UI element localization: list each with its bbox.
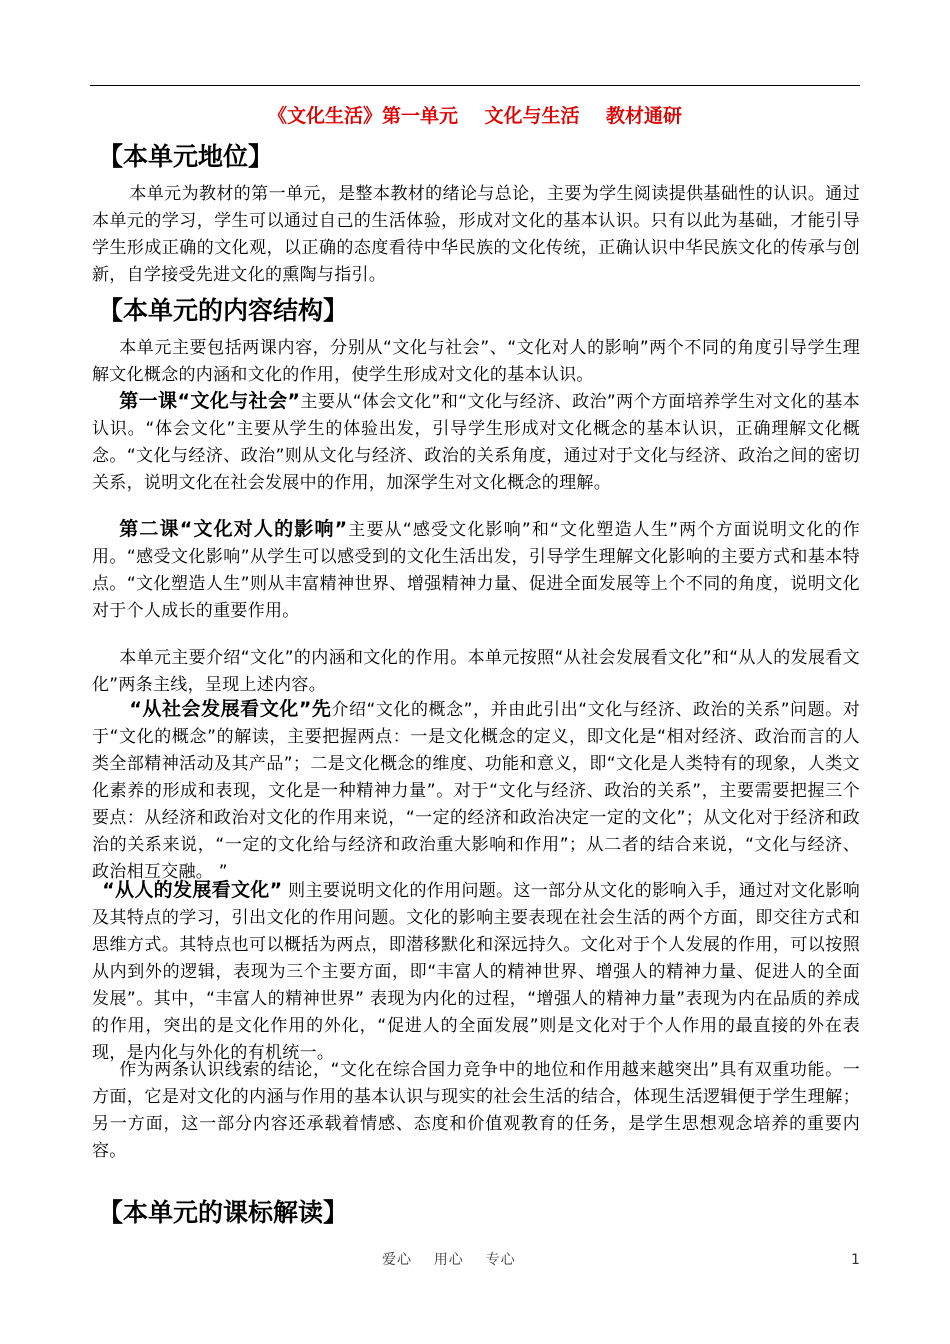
paragraph-lesson-one <box>92 388 860 497</box>
lesson-two-lead: 第二课“文化对人的影响” <box>119 518 348 540</box>
paragraph-society-view <box>92 696 860 886</box>
lesson-one-text: 主要从“体会文化”和“文化与经济、政治”两个方面培养学生对文化的基本认识。“体会文化”主要从学生的体验出发，引导学生形成对文化概念的基本认识，正确理解文化概念。“文化与经济、政治”则从文化与经济、政治的关系角度，通过对于文化与经济、政治之间的密切关系，说明文化在社会发展中的作用，加深学生对文化概念的理解。 <box>92 392 860 493</box>
paragraph-two-threads: 本单元主要介绍“文化”的内涵和文化的作用。本单元按照“从社会发展看文化”和“从人的发展看文化”两条主线，呈现上述内容。 <box>92 648 860 695</box>
person-view-lead: “从人的发展看文化” <box>102 879 283 901</box>
page-number: 1 <box>851 1252 860 1268</box>
paragraph-conclusion: 作为两条认识线索的结论，“文化在综合国力竞争中的地位和作用越来越突出”具有双重功能。一方面，它是对文化的内涵与作用的基本认识与现实的社会生活的结合，体现生活逻辑便于学生理解；另一方面，这一部分内容还承载着情感、态度和价值观教育的任务，是学生思想观念培养的重要内容。 <box>92 1060 860 1161</box>
document-title: 《文化生活》第一单元 文化与生活 教材通研 <box>268 105 682 127</box>
lesson-one-lead: 第一课“文化与社会” <box>119 390 301 412</box>
paragraph-position: 本单元为教材的第一单元，是整本教材的绪论与总论，主要为学生阅读提供基础性的认识。通过本单元的学习，学生可以通过自己的生活体验，形成对文化的基本认识。只有以此为基础，才能引导学生形成正确的文化观，以正确的态度看待中华民族的文化传统，正确认识中华民族文化的传承与创新，自学接受先进文化的熏陶与指引。 <box>92 184 860 285</box>
society-view-lead: “从社会发展看文化”先 <box>129 698 332 720</box>
paragraph-structure-intro: 本单元主要包括两课内容，分别从“文化与社会”、“文化对人的影响”两个不同的角度引导学生理解文化概念的内涵和文化的作用，使学生形成对文化的基本认识。 <box>92 338 860 385</box>
footer-motto: 爱心 用心 专心 <box>382 1252 516 1268</box>
paragraph-lesson-two <box>92 516 860 625</box>
header-rule <box>90 85 860 86</box>
person-view-text: 则主要说明文化的作用问题。这一部分从文化的影响入手，通过对文化影响及其特点的学习，引出文化的作用问题。文化的影响主要表现在社会生活的两个方面，即交往方式和思维方式。其特点也可以概括为两点，即潜移默化和深远持久。文化对于个人发展的作用，可以按照从内到外的逻辑，表现为三个主要方面，即“丰富人的精神世界、增强人的精神力量、促进人的全面发展”。其中，“丰富人的精神世界” 表现为内化的过程，“增强人的精神力量”表现为内在品质的养成的作用，突出的是文化作用的外化，“促进人的全面发展”则是文化对于个人作用的最直接的外在表现，是内化与外化的有机统一。 <box>92 881 860 1063</box>
section-heading-position: 【本单元地位】 <box>98 142 274 171</box>
section-heading-structure: 【本单元的内容结构】 <box>98 296 349 325</box>
section-heading-standards: 【本单元的课标解读】 <box>98 1198 349 1227</box>
paragraph-person-view <box>92 877 860 1067</box>
lesson-two-text: 主要从“感受文化影响”和“文化塑造人生”两个方面说明文化的作用。“感受文化影响”从学生可以感受到的文化生活出发，引导学生理解文化影响的主要方式和基本特点。“文化塑造人生”则从丰富精神世界、增强精神力量、促进全面发展等上个不同的角度，说明文化对于个人成长的重要作用。 <box>92 520 860 621</box>
society-view-text: 介绍“文化的概念”，并由此引出“文化与经济、政治的关系”问题。对于“文化的概念”的解读，主要把握两点：一是文化概念的定义，即文化是“相对经济、政治而言的人类全部精神活动及其产品”；二是文化概念的维度、功能和意义，即“文化是人类特有的现象，人类文化素养的形成和表现，文化是一种精神力量”。对于“文化与经济、政治的关系”，主要需要把握三个要点：从经济和政治对文化的作用来说，“一定的经济和政治决定一定的文化”；从文化对于经济和政治的关系来说，“一定的文化给与经济和政治重大影响和作用”；从二者的结合来说，“文化与经济、政治相互交融。 ” <box>92 700 860 882</box>
